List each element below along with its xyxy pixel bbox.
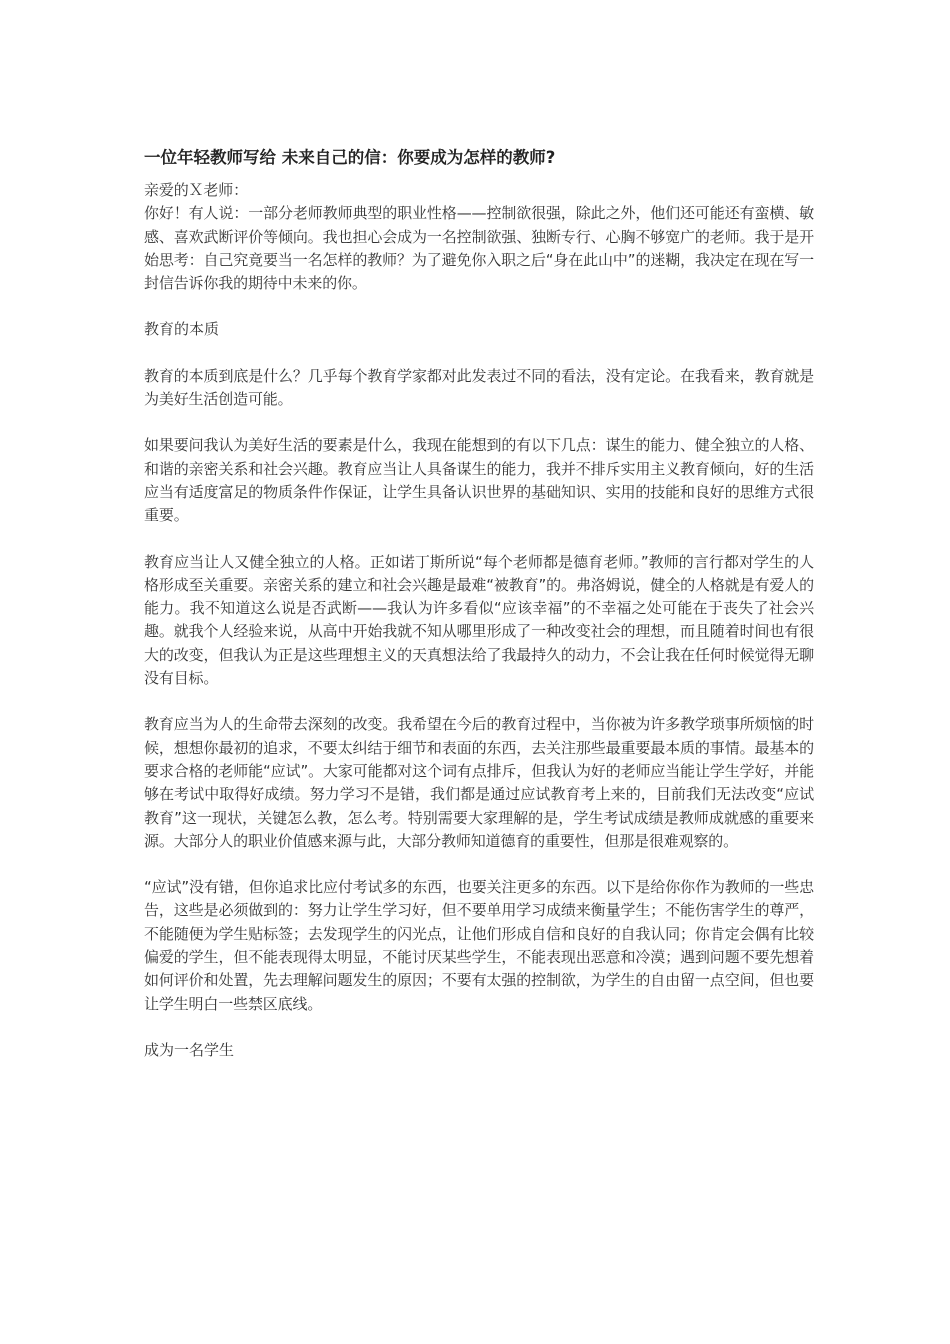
paragraph: 教育的本质到底是什么？几乎每个教育学家都对此发表过不同的看法，没有定论。在我看来，教育就是为美好生活创造可能。 xyxy=(144,366,814,409)
section-heading-essence: 教育的本质 xyxy=(144,320,220,339)
section-heading-student: 成为一名学生 xyxy=(144,1040,235,1059)
paragraph: “应试”没有错，但你追求比应付考试多的东西，也要关注更多的东西。以下是给你你作为教师的一些忠告，这些是必须做到的：努力让学生学习好，但不要单用学习成绩来衡量学生；不能伤害学生的尊严，不能随便为学生贴标签；去发现学生的闪光点，让他们形成自信和良好的自我认同；你肯定会偶有比较偏爱的学生，但不能表现得太明显，不能讨厌某些学生，不能表现出恶意和冷漠；遇到问题不要先想着如何评价和处置，先去理解问题发生的原因；不要有太强的控制欲，为学生的自由留一点空间，但也要让学生明白一些禁区底线。 xyxy=(144,878,814,1013)
paragraph: 如果要问我认为美好生活的要素是什么，我现在能想到的有以下几点：谋生的能力、健全独立的人格、和谐的亲密关系和社会兴趣。教育应当让人具备谋生的能力，我并不排斥实用主义教育倾向，好的生活应当有适度富足的物质条件作保证，让学生具备认识世界的基础知识、实用的技能和良好的思维方式很重要。 xyxy=(144,436,814,525)
paragraph: 教育应当让人又健全独立的人格。正如诺丁斯所说“每个老师都是德育老师。”教师的言行都对学生的人格形成至关重要。亲密关系的建立和社会兴趣是最难“被教育”的。弗洛姆说，健全的人格就是有爱人的能力。我不知道这么说是否武断——我认为许多看似“应该幸福”的不幸福之处可能在于丧失了社会兴趣。就我个人经验来说，从高中开始我就不知从哪里形成了一种改变社会的理想，而且随着时间也有很大的改变，但我认为正是这些理想主义的天真想法给了我最持久的动力，不会让我在任何时候觉得无聊没有目标。 xyxy=(144,552,814,688)
document-page xyxy=(144,146,814,1062)
paragraph: 教育应当为人的生命带去深刻的改变。我希望在今后的教育过程中，当你被为许多教学琐事所烦恼的时候，想想你最初的追求，不要太纠结于细节和表面的东西，去关注那些最重要最本质的事情。最基本的要求合格的老师能“应试”。大家可能都对这个词有点排斥，但我认为好的老师应当能让学生学好，并能够在考试中取得好成绩。努力学习不是错，我们都是通过应试教育考上来的，目前我们无法改变“应试教育”这一现状，关键怎么教，怎么考。特别需要大家理解的是，学生考试成绩是教师成就感的重要来源。大部分人的职业价值感来源与此，大部分教师知道德育的重要性，但那是很难观察的。 xyxy=(144,715,814,850)
salutation: 亲爱的Ｘ老师： xyxy=(144,181,248,199)
intro-paragraph: 你好！有人说：一部分老师教师典型的职业性格——控制欲很强，除此之外，他们还可能还有蛮横、敏感、喜欢武断评价等倾向。我也担心会成为一名控制欲强、独断专行、心胸不够宽广的老师。我于是开始思考：自己究竟要当一名怎样的教师？为了避免你入职之后“身在此山中”的迷糊，我决定在现在写一封信告诉你我的期待中未来的你。 xyxy=(144,204,814,293)
document-title: 一位年轻教师写给 未来自己的信：你要成为怎样的教师? xyxy=(144,148,556,167)
